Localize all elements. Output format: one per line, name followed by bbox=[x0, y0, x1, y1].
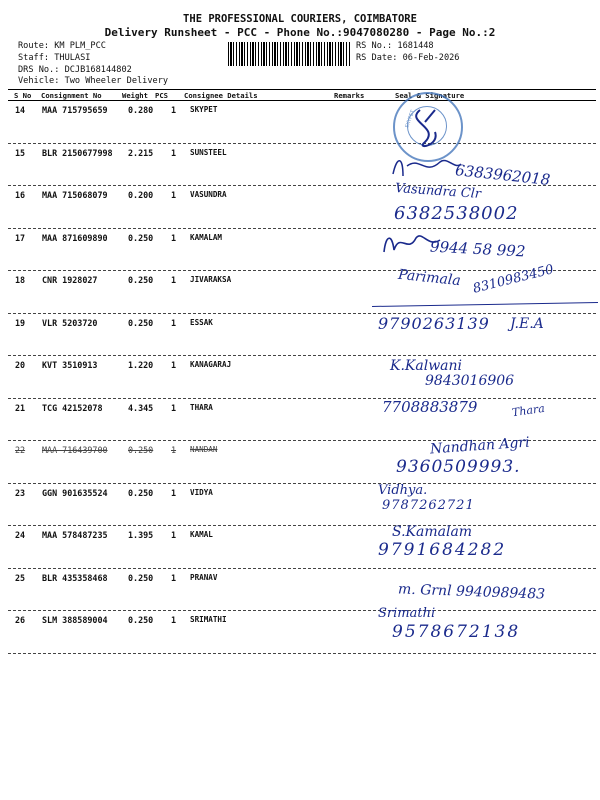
row-consignee: JIVARAKSA bbox=[190, 275, 232, 284]
table-row bbox=[0, 103, 600, 143]
company-seal-stamp: SKYPET bbox=[393, 92, 463, 162]
row-consignment-no: MAA 871609890 bbox=[42, 232, 108, 243]
row-weight: 0.250 bbox=[128, 317, 154, 328]
col-sno: S No bbox=[14, 91, 32, 100]
hw-phone-19: 9790263139 bbox=[378, 314, 490, 333]
row-divider bbox=[8, 143, 596, 144]
row-consignee: KAMALAM bbox=[190, 232, 223, 242]
row-sno: 25 bbox=[15, 572, 26, 583]
row-consignment-no: SLM 388589004 bbox=[42, 615, 108, 625]
row-consignment-no: TCG 42152078 bbox=[42, 402, 103, 413]
row-consignee: SUNSTEEL bbox=[190, 147, 227, 157]
row-weight: 0.200 bbox=[128, 190, 154, 200]
row-divider bbox=[8, 228, 596, 229]
row-weight: 4.345 bbox=[128, 402, 154, 413]
row-pcs: 1 bbox=[171, 360, 177, 370]
header-bottom-rule bbox=[8, 100, 596, 101]
row-weight: 1.395 bbox=[128, 530, 154, 540]
hw-sig-19: J.E.A bbox=[510, 316, 544, 332]
hw-phone-23: 9787262721 bbox=[382, 498, 475, 513]
row-pcs: 1 bbox=[171, 317, 177, 328]
row-pcs: 1 bbox=[171, 530, 177, 540]
row-sno: 15 bbox=[15, 147, 26, 158]
row-divider bbox=[8, 313, 596, 314]
row-consignment-no: MAA 715795659 bbox=[42, 105, 108, 115]
hw-name-18: Parimala bbox=[397, 266, 462, 290]
row-pcs: 1 bbox=[171, 232, 177, 243]
row-consignment-no: GGN 901635524 bbox=[42, 487, 108, 498]
row-consignee: VIDYA bbox=[190, 487, 213, 497]
row-sno: 19 bbox=[15, 317, 26, 328]
row-consignment-no: MAA 715068079 bbox=[42, 190, 108, 200]
row-consignee: THARA bbox=[190, 402, 213, 412]
table-row bbox=[0, 401, 600, 441]
col-pcs: PCS bbox=[155, 91, 168, 100]
rs-date: RS Date: 06-Feb-2026 bbox=[356, 53, 460, 63]
row-pcs: 1 bbox=[171, 487, 177, 498]
row-sno: 26 bbox=[15, 615, 26, 625]
table-row bbox=[0, 486, 600, 526]
row-consignment-no: KVT 3510913 bbox=[42, 360, 98, 370]
hw-phone-26: 9578672138 bbox=[392, 622, 521, 642]
row-sno: 17 bbox=[15, 232, 26, 243]
row-pcs: 1 bbox=[171, 147, 177, 158]
row-consignment-no: BLR 435358468 bbox=[42, 572, 108, 583]
col-remarks: Remarks bbox=[334, 91, 365, 100]
row-pcs: 1 bbox=[171, 615, 177, 625]
table-row bbox=[0, 528, 600, 568]
hw-text-25: m. Grnl 9940989483 bbox=[397, 581, 546, 603]
row-weight: 2.215 bbox=[128, 147, 154, 158]
col-weight: Weight bbox=[122, 91, 148, 100]
row-pcs: 1 bbox=[171, 572, 177, 583]
hw-sig-21: Thara bbox=[511, 401, 546, 420]
hw-name-26: Srimathi bbox=[378, 606, 436, 621]
row-sno: 18 bbox=[15, 275, 26, 285]
row-consignee: SKYPET bbox=[190, 105, 218, 114]
row-weight: 0.250 bbox=[128, 615, 154, 625]
col-consignment: Consignment No bbox=[41, 91, 102, 100]
row-consignee: KANAGARAJ bbox=[190, 360, 232, 369]
row-consignment-no: VLR 5203720 bbox=[42, 317, 98, 328]
hw-phone-17: 9944 58 992 bbox=[429, 237, 526, 261]
row-divider bbox=[8, 398, 596, 399]
row-pcs: 1 bbox=[171, 105, 177, 115]
row-divider bbox=[8, 483, 596, 484]
row-consignment-no: MAA 716439700 bbox=[42, 445, 108, 455]
row-pcs: 1 bbox=[171, 275, 177, 285]
row-divider bbox=[8, 568, 596, 569]
row-pcs: 1 bbox=[171, 445, 177, 455]
row-divider bbox=[8, 185, 596, 186]
row-consignee: PRANAV bbox=[190, 572, 218, 582]
hw-name-22: Nandhan Agri bbox=[429, 434, 531, 458]
route-label: Route: KM PLM_PCC bbox=[18, 41, 106, 51]
row-consignment-no: MAA 578487235 bbox=[42, 530, 108, 540]
hw-phone-16: 6382538002 bbox=[394, 203, 519, 224]
hw-name-20: K.Kalwani bbox=[390, 358, 463, 374]
staff-label: Staff: THULASI bbox=[18, 53, 91, 63]
signature-scribble-15 bbox=[385, 152, 465, 182]
row-divider bbox=[8, 525, 596, 526]
row-sno: 22 bbox=[15, 445, 26, 455]
row-sno: 14 bbox=[15, 105, 26, 115]
hw-phone-24: 9791684282 bbox=[378, 540, 507, 560]
row-pcs: 1 bbox=[171, 402, 177, 413]
row-divider bbox=[8, 355, 596, 356]
row-consignee: VASUNDRA bbox=[190, 190, 227, 199]
row-weight: 0.280 bbox=[128, 105, 154, 115]
header-top-rule bbox=[8, 89, 596, 90]
drs-label: DRS No.: DCJB168144802 bbox=[18, 65, 132, 75]
row-consignment-no: BLR 2150677998 bbox=[42, 147, 113, 158]
hw-name-16: Vasundra Clr bbox=[394, 181, 482, 202]
hw-name-23: Vidhya. bbox=[378, 483, 428, 498]
row-sno: 24 bbox=[15, 530, 26, 540]
row-consignee: ESSAK bbox=[190, 317, 213, 327]
hw-phone-20: 9843016906 bbox=[425, 373, 515, 389]
row-weight: 0.250 bbox=[128, 275, 154, 285]
row-pcs: 1 bbox=[171, 190, 177, 200]
row-consignee: NANDAN bbox=[190, 445, 218, 454]
hw-name-24: S.Kamalam bbox=[392, 524, 473, 540]
runsheet-subtitle: Delivery Runsheet - PCC - Phone No.:9047080280 - Page No.:2 bbox=[104, 26, 496, 39]
hw-phone-22: 9360509993. bbox=[396, 457, 521, 477]
row-consignee: SRIMATHI bbox=[190, 615, 227, 624]
row-sno: 23 bbox=[15, 487, 26, 498]
row-divider bbox=[8, 653, 596, 654]
hw-phone-21: 7708883879 bbox=[382, 398, 478, 416]
barcode bbox=[228, 42, 350, 66]
row-weight: 0.250 bbox=[128, 445, 154, 455]
row-weight: 0.250 bbox=[128, 572, 154, 583]
signature-scribble-14 bbox=[395, 102, 465, 152]
row-weight: 0.250 bbox=[128, 487, 154, 498]
row-weight: 1.220 bbox=[128, 360, 154, 370]
row-divider bbox=[8, 270, 596, 271]
col-seal: Seal & Signature bbox=[395, 91, 465, 100]
row-weight: 0.250 bbox=[128, 232, 154, 243]
company-title: THE PROFESSIONAL COURIERS, COIMBATORE bbox=[183, 13, 417, 25]
row-sno: 20 bbox=[15, 360, 26, 370]
row-consignment-no: CNR 1928027 bbox=[42, 275, 98, 285]
hw-phone-18: 8310983450 bbox=[471, 262, 556, 297]
hw-phone-15: 6383962018 bbox=[454, 161, 552, 189]
row-consignee: KAMAL bbox=[190, 530, 213, 539]
rs-number: RS No.: 1681448 bbox=[356, 41, 434, 51]
row-divider bbox=[8, 610, 596, 611]
col-consignee: Consignee Details bbox=[184, 91, 258, 100]
row-sno: 21 bbox=[15, 402, 26, 413]
vehicle-label: Vehicle: Two Wheeler Delivery bbox=[18, 76, 169, 86]
row-sno: 16 bbox=[15, 190, 26, 200]
